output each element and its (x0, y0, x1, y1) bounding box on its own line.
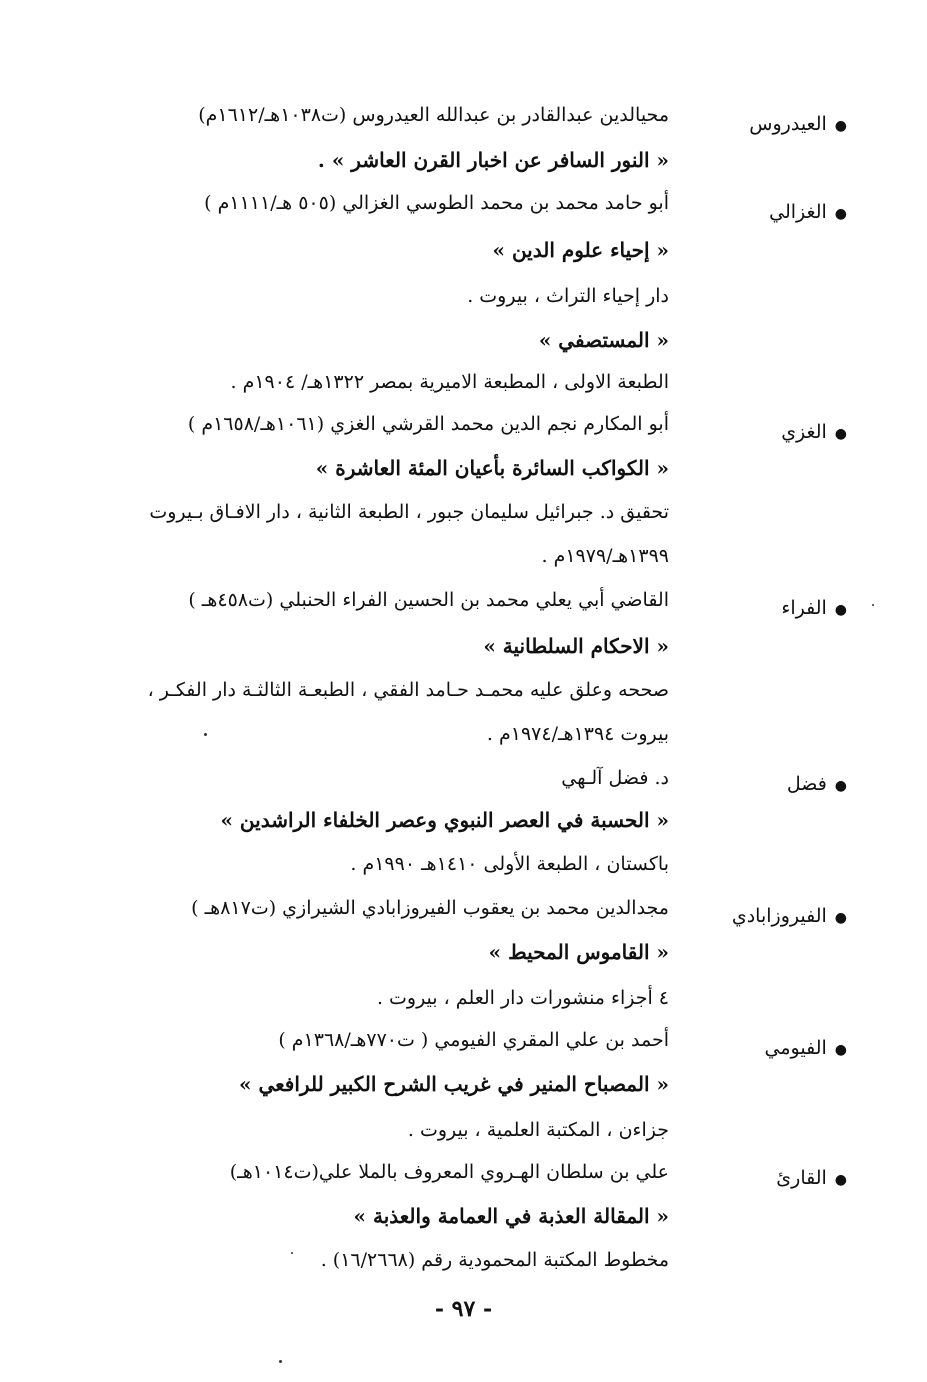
author-name: ●العيدروس (677, 110, 847, 140)
bullet-icon: ● (834, 118, 847, 134)
scan-speck (279, 1360, 282, 1363)
book-title: « الكواكب السائرة بأعيان المئة العاشرة » (315, 456, 669, 480)
bullet-icon: ● (834, 426, 847, 442)
reference-line: محيالدين عبدالقادر بن عبدالله العيدروس (ت١٠٣٨هـ/١٦١٢م) (198, 104, 669, 126)
book-title: « إحياء علوم الدين » (492, 238, 669, 262)
book-title: « القاموس المحيط » (488, 940, 669, 964)
scan-speck (872, 604, 874, 606)
book-title: « الحسبة في العصر النبوي وعصر الخلفاء الراشدين » (220, 808, 669, 832)
reference-line: باكستان ، الطبعة الأولى ١٤١٠هـ ١٩٩٠م . (350, 853, 669, 875)
book-title: « المستصفي » (538, 328, 669, 352)
author-name: ●الفيومي (677, 1034, 847, 1064)
reference-line: مجدالدين محمد بن يعقوب الفيروزابادي الشيرازي (ت٨١٧هـ ) (191, 897, 669, 919)
reference-line: القاضي أبي يعلي محمد بن الحسين الفراء الحنبلي (ت٤٥٨هـ ) (188, 589, 669, 611)
reference-line: علي بن سلطان الهـروي المعروف بالملا علي(ت١٠١٤هـ) (229, 1161, 669, 1183)
author-name: ●الفيروزابادي (677, 902, 847, 932)
reference-line: د. فضل آلـهي (561, 767, 669, 789)
bullet-icon: ● (834, 1172, 847, 1188)
scan-speck (291, 1252, 293, 1254)
reference-line: أبو المكارم نجم الدين محمد القرشي الغزي (١٠٦١هـ/١٦٥٨م ) (187, 413, 669, 435)
scan-speck (204, 733, 207, 736)
author-name: ●الغزالي (677, 198, 847, 228)
reference-line: الطبعة الاولى ، المطبعة الاميرية بمصر ١٣٢٢هـ/ ١٩٠٤م . (230, 371, 669, 393)
bullet-icon: ● (834, 910, 847, 926)
reference-line: جزاءن ، المكتبة العلمية ، بيروت . (407, 1119, 669, 1141)
bullet-icon: ● (834, 1042, 847, 1058)
bullet-icon: ● (834, 602, 847, 618)
book-title: « المصباح المنير في غريب الشرح الكبير للرافعي » (239, 1072, 669, 1096)
reference-line: صححه وعلق عليه محمـد حـامد الفقي ، الطبعـة الثالثـة دار الفكـر ، (147, 679, 669, 701)
author-name: ●فضل (677, 770, 847, 800)
book-title: « الاحكام السلطانية » (483, 634, 669, 658)
reference-line: ١٣٩٩هـ/١٩٧٩م . (541, 545, 669, 567)
author-name: ●الفراء (677, 594, 847, 624)
reference-line: مخطوط المكتبة المحمودية رقم (١٦/٢٦٦٨) . (320, 1249, 669, 1271)
reference-line: ٤ أجزاء منشورات دار العلم ، بيروت . (376, 987, 669, 1009)
reference-line: بيروت ١٣٩٤هـ/١٩٧٤م . (486, 723, 669, 745)
reference-line: أبو حامد محمد بن محمد الطوسي الغزالي (٥٠٥ هـ/١١١١م ) (204, 192, 669, 214)
page-number: - ٩٧ - (434, 1296, 493, 1322)
book-title: « المقالة العذبة في العمامة والعذبة » (353, 1204, 669, 1228)
bullet-icon: ● (834, 778, 847, 794)
author-name: ●الغزي (677, 418, 847, 448)
reference-line: دار إحياء التراث ، بيروت . (467, 285, 669, 307)
reference-line: أحمد بن علي المقري الفيومي ( ت٧٧٠هـ/١٣٦٨م ) (278, 1029, 669, 1051)
bullet-icon: ● (834, 206, 847, 222)
author-name: ●القارئ (677, 1164, 847, 1194)
reference-line: تحقيق د. جبرائيل سليمان جبور ، الطبعة الثانية ، دار الافـاق بـيروت (149, 501, 669, 523)
book-title: « النور السافر عن اخبار القرن العاشر » . (317, 148, 669, 172)
